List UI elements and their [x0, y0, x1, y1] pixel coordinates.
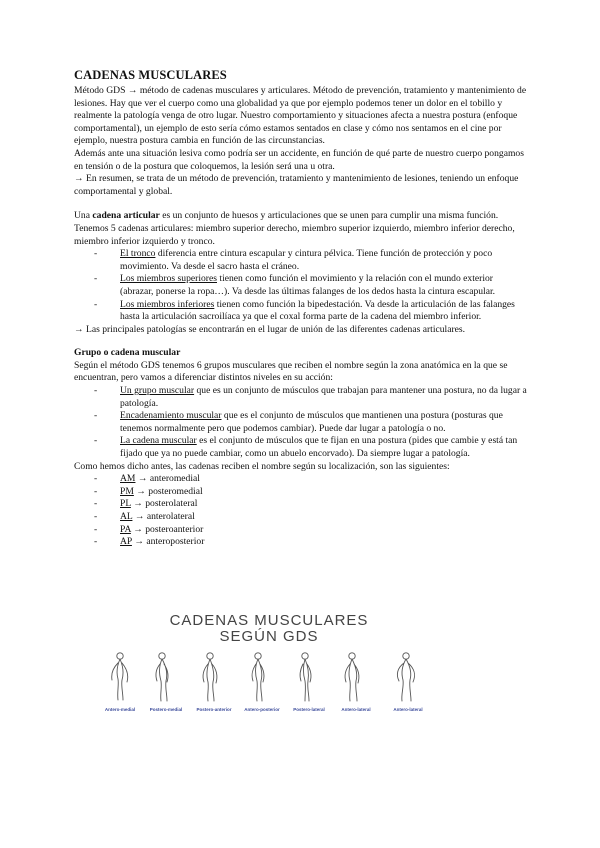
figure-caption: Antero-lateral: [393, 707, 423, 712]
gds-figure: [96, 612, 442, 716]
list-item: - PL → posterolateral: [108, 498, 528, 511]
list-term: AL: [120, 511, 133, 522]
chain-list: [74, 248, 528, 324]
paragraph-cadena-articular: Una cadena articular es un conjunto de huesos y articulaciones que se unen para cumplir una misma función. Tenemos 5 cadenas articulares: miembro superior derecho, miembro superior izquierdo, miembro inferior derecho, miembro inferior izquierdo y tronco.: [74, 210, 515, 247]
abbreviation-list: [74, 473, 528, 549]
list-term: PM: [120, 485, 134, 497]
list-term: Encadenamiento muscular: [120, 410, 222, 422]
figure-caption: Postero-anterior: [196, 707, 232, 712]
posture-figure: [156, 653, 168, 701]
figure-caption: Postero-medial: [149, 707, 183, 712]
figure-caption: Antero-medial: [104, 707, 136, 712]
paragraph-pathologies: → Las principales patologías se encontrarán en el lugar de unión de las diferentes cadenas articulares.: [74, 323, 466, 335]
list-term: Los miembros inferiores: [120, 298, 215, 310]
figure-title-line1: CADENAS MUSCULARES: [169, 612, 369, 629]
list-term: PA: [120, 523, 131, 535]
group-list: [74, 385, 528, 461]
figure-caption: Antero-posterior: [244, 707, 280, 712]
posture-figures: [96, 648, 442, 716]
document-page: [74, 68, 528, 549]
posture-figure: [345, 653, 359, 701]
list-term: AM: [120, 473, 136, 485]
list-term: Un grupo muscular: [120, 385, 195, 397]
figure-caption: Postero-lateral: [293, 707, 325, 712]
section-heading: Grupo o cadena muscular: [74, 347, 181, 359]
list-item: - Un grupo muscular que es un conjunto de músculos que trabajan para mantener una postura, no da lugar a patología.: [108, 385, 528, 410]
list-item: - AP → anteroposterior: [108, 536, 528, 549]
paragraph-summary: → En resumen, se trata de un método de prevención, tratamiento y mantenimiento de lesiones, teniendo un enfoque comportamental y global.: [74, 173, 519, 197]
posture-figure: [300, 653, 311, 701]
list-term: Los miembros superiores: [120, 273, 217, 285]
list-item: - El tronco diferencia entre cintura escapular y cintura pélvica. Tiene función de protección y poco movimiento. Va desde el sacro hasta el cráneo.: [108, 248, 528, 273]
list-item: - La cadena muscular es el conjunto de músculos que te fijan en una postura (pides que cambie y está tan fijado que ya no puede cambiar, como un abuelo encorvado). Da siempre lugar a patología.: [108, 435, 528, 460]
list-item: - Los miembros superiores tienen como función el movimiento y la relación con el mundo exterior (abrazar, ponerse la ropa…). Va desde las últimas falanges de los dedos hasta la cintura escapular.: [108, 273, 528, 298]
paragraph-lesion: Además ante una situación lesiva como podría ser un accidente, en función de qué parte de nuestro cuerpo pongamos en tensión o de la postura que coloquemos, la lesión será una u otra.: [74, 147, 524, 172]
posture-figure: [112, 653, 128, 700]
figure-caption: Antero-lateral: [341, 707, 371, 712]
term-cadena-articular: cadena articular: [92, 210, 160, 222]
list-item: - Los miembros inferiores tienen como función la bipedestación. Va desde la articulación de las falanges hasta la articulación sacroilíaca ya que el coxal forma parte de la cadena del miembro inferior.: [108, 299, 528, 324]
paragraph-gds-groups: Según el método GDS tenemos 6 grupos musculares que reciben el nombre según la zona anatómica en la que se encuentran, pero vamos a diferenciar distintos niveles en su acción:: [74, 359, 508, 384]
posture-figure: [252, 653, 264, 701]
list-item: - Encadenamiento muscular que es el conjunto de músculos que mantienen una postura (posturas que tenemos normalmente pero que podemos cambiar). Puede dar lugar a patología o no.: [108, 410, 528, 435]
list-item: - PM → posteromedial: [108, 486, 528, 499]
posture-figure: [203, 653, 217, 701]
posture-figure: [397, 653, 414, 701]
paragraph-intro: Método GDS → método de cadenas musculares y articulares. Método de prevención, tratamiento y mantenimiento de lesiones. Hay que ver el cuerpo como una globalidad ya que por ejemplo podemos tener un dolor en el tobillo y realmente la patología venga de otro lugar. Nuestro comportamiento y situaciones afecta a nuestra postura (enfoque comportamental), un ejemplo de esto sería cómo estamos sentados en clase y cómo nos sentamos en el cine por ejemplo, nuestra postura cambia en función de las circunstancias.: [74, 85, 527, 147]
list-item: - AM → anteromedial: [108, 473, 528, 486]
list-term: AP: [120, 536, 132, 548]
document-title: CADENAS MUSCULARES: [74, 68, 227, 82]
list-term: PL: [120, 498, 131, 510]
list-item: - PA → posteroanterior: [108, 524, 528, 537]
list-item: - AL → anterolateral: [108, 511, 528, 524]
list-term: El tronco: [120, 248, 156, 260]
paragraph-chain-names: Como hemos dicho antes, las cadenas reciben el nombre según su localización, son las siguientes:: [74, 460, 450, 472]
figure-title-line2: SEGÚN GDS: [219, 628, 319, 645]
list-term: La cadena muscular: [120, 435, 197, 447]
